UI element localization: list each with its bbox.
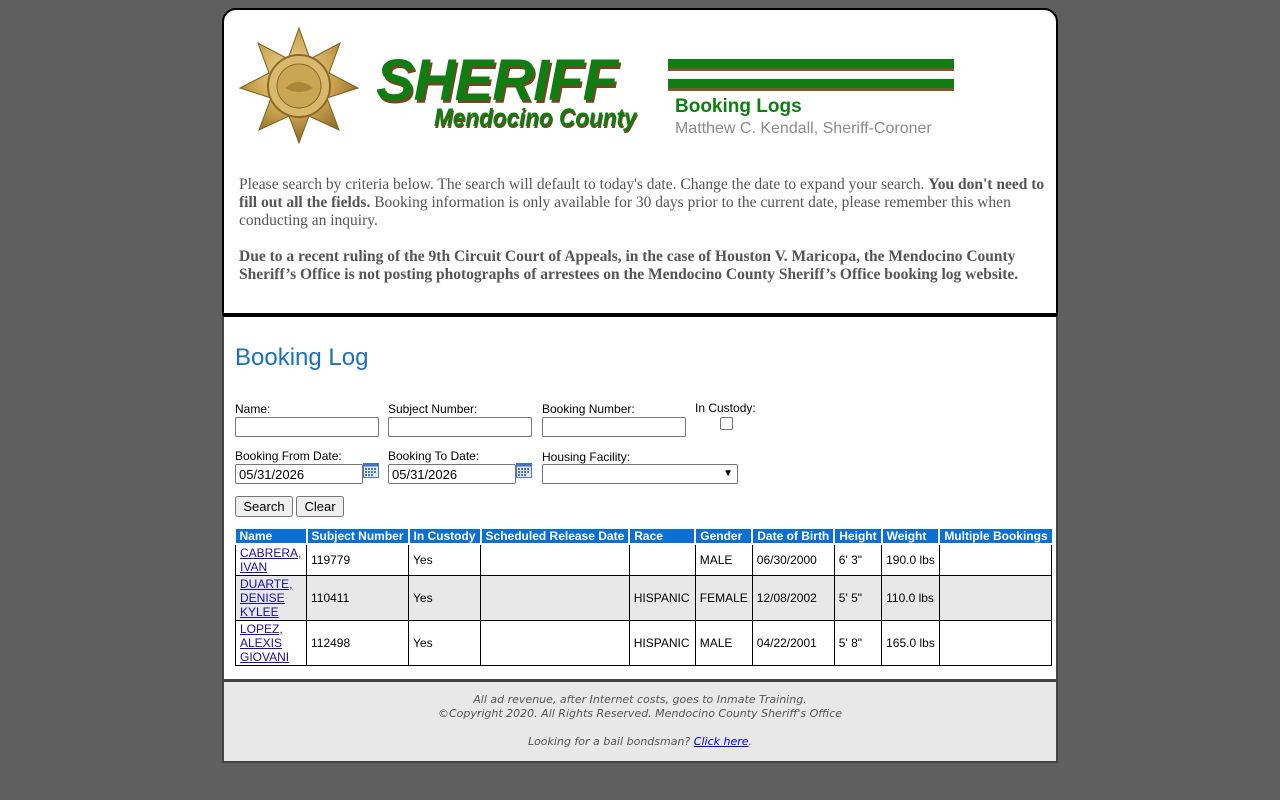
subject-number-input[interactable] [388, 417, 532, 437]
in-custody-label: In Custody: [695, 401, 756, 415]
footer-copyright: ©Copyright 2020. All Rights Reserved. Mendocino County Sheriff's Office [437, 707, 843, 720]
subject-number-label: Subject Number: [388, 402, 478, 416]
name-label: Name: [235, 402, 271, 416]
table-row [236, 621, 1052, 666]
subject-number-cell: 112498 [307, 621, 409, 666]
search-panel [222, 315, 1058, 679]
booking-from-date-input[interactable] [235, 464, 363, 484]
column-header-gender: Gender [695, 529, 752, 544]
gender-cell: FEMALE [695, 576, 752, 621]
sheriff-star-badge-icon [239, 26, 359, 144]
height-cell: 5' 5" [834, 576, 881, 621]
footer-revenue-note: All ad revenue, after Internet costs, goes to Inmate Training. [473, 693, 807, 706]
intro-text-part: Booking information is only available for 30 days prior to the current date, please remember this when conducting an inquiry. [239, 194, 1011, 229]
table-row [236, 544, 1052, 576]
clear-button[interactable]: Clear [296, 496, 344, 517]
booking-from-date-label: Booking From Date: [235, 449, 342, 463]
column-header-weight: Weight [882, 529, 940, 544]
name-cell [236, 544, 307, 576]
race-cell: HISPANIC [629, 576, 695, 621]
date-of-birth-cell: 06/30/2000 [752, 544, 834, 576]
calendar-icon[interactable] [516, 463, 532, 478]
booking-to-date-label: Booking To Date: [388, 449, 480, 463]
column-header-multiple-bookings: Multiple Bookings [939, 529, 1051, 544]
logo-sheriff-word: SHERIFF [376, 48, 618, 113]
logo-stripe [668, 59, 954, 71]
footer-bail-text: Looking for a bail bondsman? [527, 735, 694, 748]
inmate-name-line: DUARTE, [240, 577, 293, 591]
intro-text-bold: You don't need to fill out all the fields. [239, 176, 1045, 211]
page-title: Booking Log [235, 344, 369, 371]
calendar-icon[interactable] [363, 463, 379, 478]
footer [222, 679, 1058, 763]
column-header-name: Name [236, 529, 307, 544]
inmate-name-link[interactable] [240, 546, 301, 574]
booking-number-input[interactable] [542, 417, 686, 437]
logo-stripe [668, 79, 954, 91]
logo-county-name: Mendocino County [434, 104, 637, 132]
footer-bail-line [224, 735, 1056, 749]
release-date-cell [481, 576, 630, 621]
gender-cell: MALE [695, 544, 752, 576]
inmate-name-line: LOPEZ, [240, 622, 283, 636]
booking-number-label: Booking Number: [542, 402, 635, 416]
inmate-name-line: CABRERA, [240, 546, 302, 560]
column-header-release-date: Scheduled Release Date [481, 529, 630, 544]
inmate-name-line: ALEXIS [240, 636, 283, 650]
intro-text-part: Please search by criteria below. The search will default to today's date. Change the date to expand your search. [239, 176, 929, 193]
photo-notice: Due to a recent ruling of the 9th Circuit Court of Appeals, in the case of Houston V. Maricopa, the Mendocino County Sheriff’s Office is not posting photographs of arrestees on the Mendocino County Sheriff’s Office booking log website. [239, 248, 1019, 283]
height-cell: 5' 8" [834, 621, 881, 666]
release-date-cell [481, 544, 630, 576]
logo-subtitle: Matthew C. Kendall, Sheriff-Coroner [675, 120, 932, 137]
inmate-name-link[interactable] [240, 577, 292, 619]
subject-number-cell: 119779 [307, 544, 409, 576]
chevron-down-icon: ▼ [723, 468, 733, 479]
multiple-bookings-cell [939, 621, 1051, 666]
date-of-birth-cell: 12/08/2002 [752, 576, 834, 621]
column-header-date-of-birth: Date of Birth [752, 529, 834, 544]
results-table [235, 529, 1052, 666]
in-custody-cell: Yes [409, 576, 481, 621]
name-input[interactable] [235, 417, 379, 437]
weight-cell: 110.0 lbs [882, 576, 940, 621]
weight-cell: 190.0 lbs [882, 544, 940, 576]
inmate-name-line: KYLEE [240, 605, 279, 619]
date-of-birth-cell: 04/22/2001 [752, 621, 834, 666]
inmate-name-line: IVAN [240, 560, 268, 574]
logo-title: Booking Logs [675, 96, 802, 117]
in-custody-cell: Yes [409, 621, 481, 666]
booking-to-date-input[interactable] [388, 464, 516, 484]
page-container [222, 8, 1058, 763]
in-custody-checkbox[interactable] [720, 417, 733, 430]
intro-text [239, 176, 1047, 230]
subject-number-cell: 110411 [307, 576, 409, 621]
inmate-name-line: GIOVANI [240, 650, 290, 664]
race-cell [629, 544, 695, 576]
inmate-name-line: DENISE [240, 591, 285, 605]
race-cell: HISPANIC [629, 621, 695, 666]
housing-facility-label: Housing Facility: [542, 450, 631, 464]
table-header-row [236, 529, 1052, 544]
weight-cell: 165.0 lbs [882, 621, 940, 666]
column-header-in-custody: In Custody [409, 529, 481, 544]
table-row [236, 576, 1052, 621]
column-header-race: Race [629, 529, 695, 544]
column-header-subject-number: Subject Number [307, 529, 409, 544]
multiple-bookings-cell [939, 576, 1051, 621]
name-cell [236, 621, 307, 666]
release-date-cell [481, 621, 630, 666]
height-cell: 6' 3" [834, 544, 881, 576]
search-button[interactable]: Search [235, 496, 293, 517]
multiple-bookings-cell [939, 544, 1051, 576]
bail-bondsman-link[interactable]: Click here [693, 735, 749, 748]
header-panel [222, 8, 1058, 315]
housing-facility-select[interactable] [542, 464, 738, 484]
in-custody-cell: Yes [409, 544, 481, 576]
name-cell [236, 576, 307, 621]
inmate-name-link[interactable] [240, 622, 289, 664]
gender-cell: MALE [695, 621, 752, 666]
column-header-height: Height [834, 529, 881, 544]
footer-bail-end: . [748, 735, 753, 748]
